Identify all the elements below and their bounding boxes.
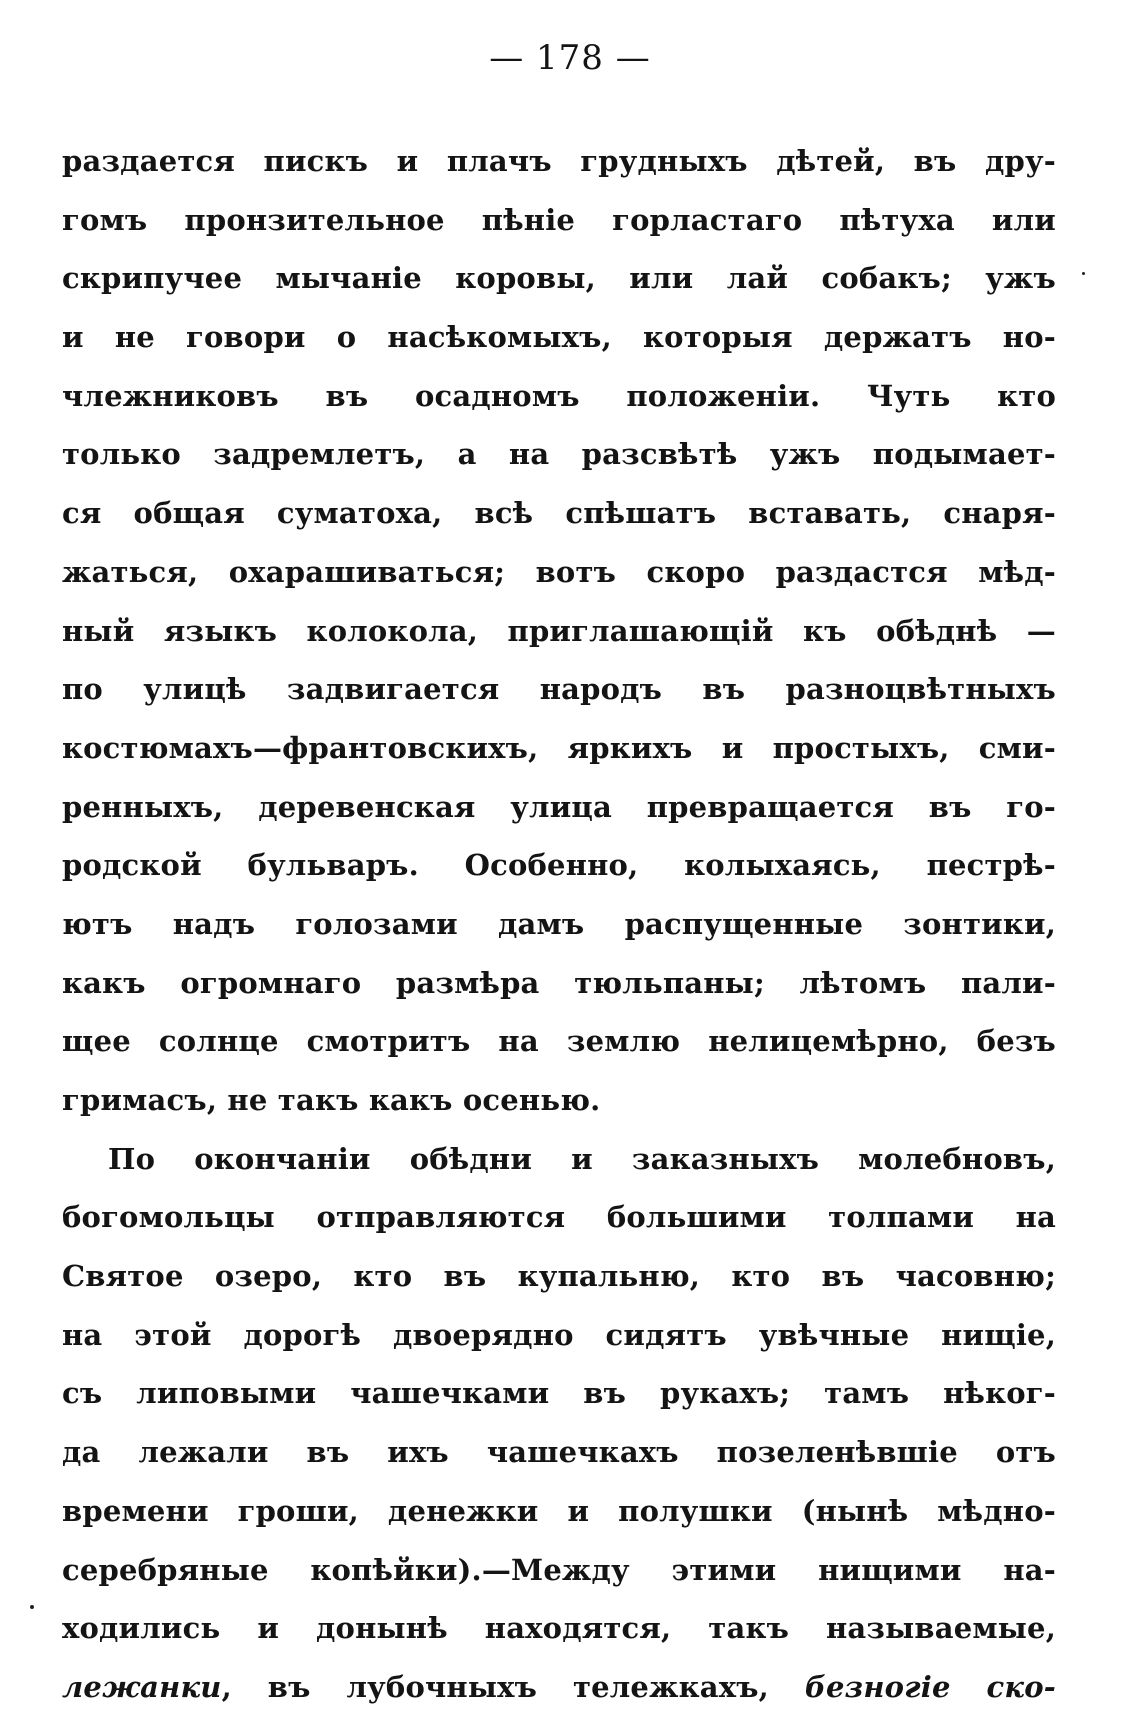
- text-line-mixed: [62, 1658, 1056, 1717]
- text-line: щее солнце смотритъ на землю нелицемѣрно, безъ: [62, 1024, 1056, 1059]
- text-line: родской бульваръ. Особенно, колыхаясь, пестрѣ-: [62, 848, 1056, 883]
- text-line: По окончаніи обѣдни и заказныхъ молебновъ,: [108, 1141, 1056, 1176]
- text-line: серебряные копѣйки).—Между этими нищими на-: [62, 1552, 1056, 1587]
- text-line: ходились и донынѣ находятся, такъ называемые,: [62, 1611, 1056, 1646]
- text-line: и не говори о насѣкомыхъ, которыя держатъ но-: [62, 320, 1056, 355]
- text-line: только задремлетъ, а на разсвѣтѣ ужъ подымает-: [62, 437, 1056, 472]
- body-text: [62, 132, 1056, 1717]
- text-line: раздается пискъ и плачъ грудныхъ дѣтей, въ дру-: [62, 144, 1056, 178]
- italic-term: лежанки: [62, 1669, 222, 1704]
- text-fragment: , въ лубочныхъ тележкахъ,: [221, 1669, 805, 1704]
- text-line: богомольцы отправляются большими толпами на: [62, 1200, 1056, 1235]
- page-number: — 178 —: [489, 38, 651, 78]
- text-line: члежниковъ въ осадномъ положеніи. Чуть кто: [62, 378, 1056, 413]
- text-line: ренныхъ, деревенская улица превращается въ го-: [62, 789, 1056, 824]
- italic-term: безногіе ско-: [804, 1669, 1056, 1704]
- text-line: жаться, охарашиваться; вотъ скоро раздастся мѣд-: [62, 554, 1056, 589]
- text-line: да лежали въ ихъ чашечкахъ позеленѣвшіе отъ: [62, 1435, 1056, 1470]
- text-line: гомъ пронзительное пѣніе горластаго пѣтуха или: [62, 202, 1056, 237]
- text-line: ютъ надъ голозами дамъ распущенные зонтики,: [62, 906, 1056, 941]
- paragraph-1: [62, 132, 1056, 1130]
- text-line: Святое озеро, кто въ купальню, кто въ часовню;: [62, 1259, 1056, 1294]
- text-line: гримасъ, не такъ какъ осенью.: [62, 1083, 601, 1117]
- text-line: костюмахъ—франтовскихъ, яркихъ и простыхъ, сми-: [62, 730, 1056, 765]
- text-line: съ липовыми чашечками въ рукахъ; тамъ нѣког-: [62, 1376, 1056, 1411]
- print-speck: [30, 1605, 34, 1609]
- text-line: какъ огромнаго размѣра тюльпаны; лѣтомъ пали-: [62, 965, 1056, 1000]
- paragraph-2: [62, 1130, 1056, 1717]
- text-line: по улицѣ задвигается народъ въ разноцвѣтныхъ: [62, 672, 1056, 707]
- text-line: ся общая суматоха, всѣ спѣшатъ вставать, снаря-: [62, 496, 1056, 531]
- text-line: скрипучее мычаніе коровы, или лай собакъ; ужъ: [62, 261, 1056, 296]
- text-line: на этой дорогѣ двоерядно сидятъ увѣчные нищіе,: [62, 1317, 1056, 1352]
- print-speck: [1082, 272, 1085, 275]
- text-line: времени гроши, денежки и полушки (нынѣ мѣдно-: [62, 1493, 1056, 1528]
- text-line: ный языкъ колокола, приглашающій къ обѣднѣ —: [62, 613, 1056, 648]
